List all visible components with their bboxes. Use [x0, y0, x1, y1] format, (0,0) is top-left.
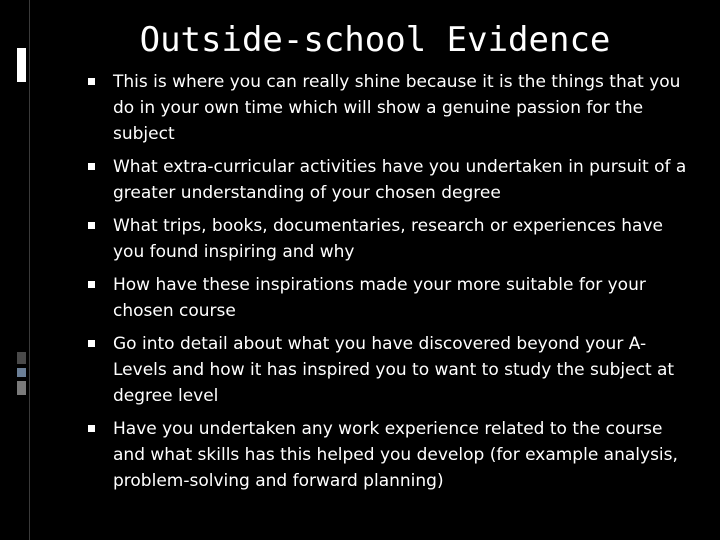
bullet-item [88, 69, 688, 147]
left-decorative-strip [0, 0, 30, 540]
square-bullet-icon [88, 222, 95, 229]
bullet-item [88, 416, 688, 494]
square-bullet-icon [88, 281, 95, 288]
square-bullet-icon [88, 425, 95, 432]
square-bullet-icon [88, 78, 95, 85]
bullet-item [88, 154, 688, 206]
bullet-text: What trips, books, documentaries, research or experiences have you found inspiring and why [113, 216, 663, 262]
square-bullet-icon [88, 163, 95, 170]
bullet-item [88, 331, 688, 409]
bullet-text: Go into detail about what you have discovered beyond your A-Levels and how it has inspired you to want to study the subject at degree level [113, 334, 675, 406]
bullet-list [88, 69, 688, 501]
bullet-text: This is where you can really shine because it is the things that you do in your own time which will show a genuine passion for the subject [113, 72, 681, 144]
bullet-item [88, 272, 688, 324]
strip-divider [29, 0, 30, 540]
slide-title: Outside-school Evidence [139, 20, 611, 60]
decorative-block [17, 368, 26, 377]
bullet-text: How have these inspirations made your more suitable for your chosen course [113, 275, 646, 321]
decorative-block [17, 48, 26, 82]
bullet-text: What extra-curricular activities have you undertaken in pursuit of a greater understanding of your chosen degree [113, 157, 687, 203]
decorative-block [17, 352, 26, 364]
square-bullet-icon [88, 340, 95, 347]
decorative-block [17, 381, 26, 395]
bullet-item [88, 213, 688, 265]
bullet-text: Have you undertaken any work experience related to the course and what skills has this helped you develop (for example analysis, problem-solving and forward planning) [113, 419, 678, 491]
